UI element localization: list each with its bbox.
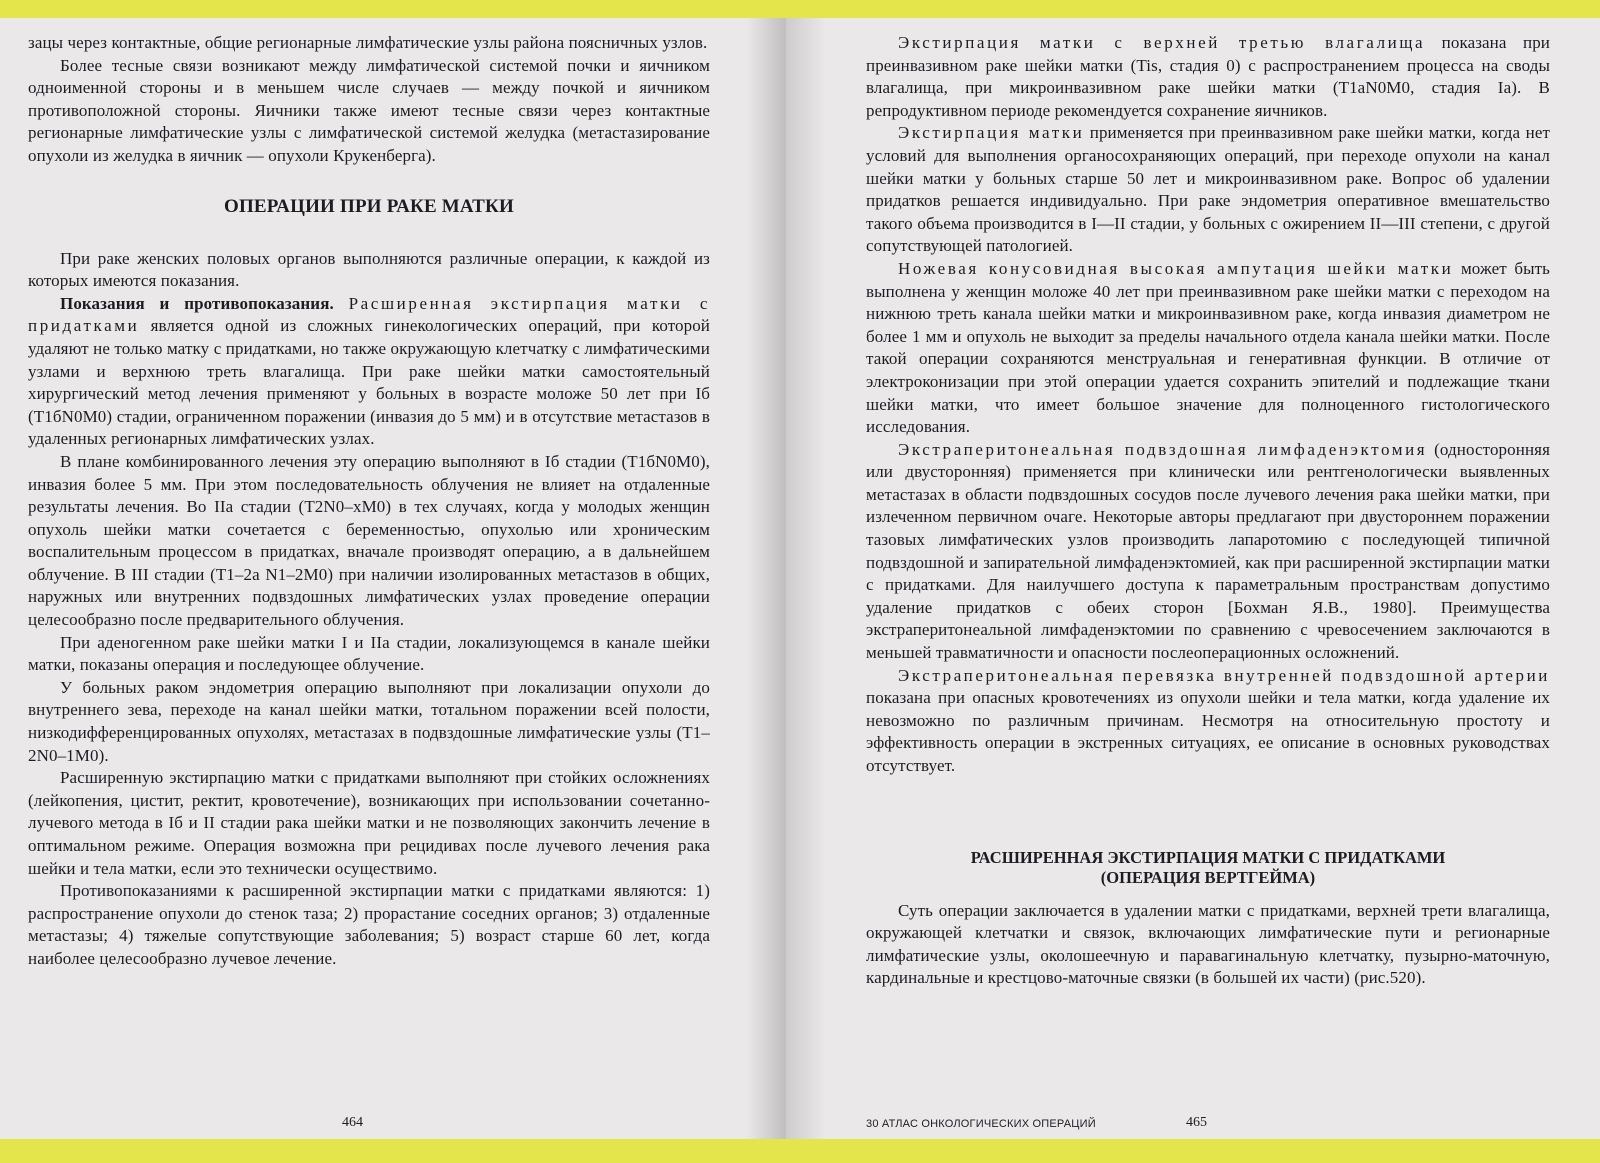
paragraph-rest: применяется при преинвазивном раке шейки матки, когда нет условий для выполнения органосохраняющих операций, при переходе опухоли на канал шейки матки у больных старше 50 лет и микроинвазивном раке. Вопрос об удалении придатков решается индивидуально. При раке эндометрия оперативное вмешательство такого объема производится в I—II стадии, у больных с ожирением II—III степени, с другой сопутствующей патологией. — [866, 123, 1550, 256]
spaced-term: Расширенная экстирпация матки с придатками — [28, 293, 710, 336]
spaced-term: Экстраперитонеальная подвздошная лимфаденэктомия — [898, 439, 1428, 459]
paragraph: Расширенную экстирпацию матки с придатками выполняют при стойких осложнениях (лейкопения, цистит, ректит, кровотечение), возникающих при использовании сочетанно-лучевого метода в Iб и II стадии рака шейки матки и не позволяющих закончить лечение в оптимальном режиме. Операция возможна при рецидивах после лучевого лечения рака шейки и тела матки, если это технически осуществимо. — [28, 768, 710, 878]
right-page — [786, 18, 1600, 1139]
spaced-term: Ножевая конусовидная высокая ампутация шейки матки — [898, 258, 1454, 278]
paragraph: В плане комбинированного лечения эту операцию выполняют в Iб стадии (T1бN0M0), инвазия более 5 мм. При этом последовательность облучения не влияет на отдаленные результаты лечения. Во IIа стадии (T2N0–xM0) в тех случаях, когда у молодых женщин опухоль шейки матки сочетается с беременностью, опухолью или хроническим воспалительным процессом в придатках, вначале производят операцию, а в дальнейшем облучение. В III стадии (T1–2a N1–2M0) при наличии изолированных метастазов в общих, наружных или внутренних подвздошных лимфатических узлах проведение операции целесообразно после предварительного облучения. — [28, 451, 710, 630]
paragraph-rest: является одной из сложных гинекологических операций, при которой удаляют не только матку с придатками, но также окружающую клетчатку с лимфатическими узлами и верхнюю треть влагалища. При раке шейки матки самостоятельный хирургический метод лечения применяют у больных в возрасте моложе 50 лет при Iб (T1бN0M0) стадии, ограниченном поражении (инвазия до 5 мм) и в отсутствие метастазов в удаленных регионарных лимфатических узлах. — [28, 316, 710, 449]
paragraph: Противопоказаниями к расширенной экстирпации матки с придатками являются: 1) распространение опухоли до стенок таза; 2) прорастание соседних органов; 3) отдаленные метастазы; 4) тяжелые сопутствующие заболевания; 5) возраст старше 60 лет, когда наиболее целесообразно лучевое лечение. — [28, 881, 710, 968]
paragraph: При раке женских половых органов выполняются различные операции, к каждой из которых имеются показания. — [28, 248, 710, 291]
left-page — [0, 18, 786, 1139]
paragraph: зацы через контактные, общие регионарные лимфатические узлы района поясничных узлов. — [28, 33, 708, 52]
section-heading: ОПЕРАЦИИ ПРИ РАКЕ МАТКИ — [223, 195, 515, 217]
running-footer: 30 АТЛАС ОНКОЛОГИЧЕСКИХ ОПЕРАЦИЙ — [866, 1118, 1096, 1130]
paragraph — [866, 32, 1550, 122]
section-heading-line2: (ОПЕРАЦИЯ ВЕРТГЕЙМА) — [1100, 867, 1316, 887]
paragraph — [866, 439, 1550, 665]
page-number: 464 — [342, 1115, 363, 1130]
right-page-text — [866, 32, 1550, 990]
paragraph: При аденогенном раке шейки матки I и IIа стадии, локализующемся в канале шейки матки, показаны операция и последующее облучение. — [28, 632, 710, 675]
paragraph-rest: (односторонняя или двусторонняя) применяется при клинически или рентгенологически выявленных метастазах в области подвздошных сосудов после лучевого лечения рака шейки матки, при излеченном первичном очаге. Некоторые авторы предлагают при двустороннем поражении тазовых лимфатических узлов производить лапаротомию с последующей типичной подвздошной и запирательной лимфаденэктомией, как при расширенной экстирпации матки с придатками. Для наилучшего доступа к параметральным пространствам допустимо удаление придатков с обеих сторон [Бохман Я.В., 1980]. Преимущества экстраперитонеальной лимфаденэктомии по сравнению с чревосечением заключаются в меньшей травматичности и опасности послеоперационных осложнений. — [866, 439, 1550, 663]
indications-title: Показания и противопоказания. — [60, 293, 334, 313]
paragraph — [866, 122, 1550, 258]
paragraph — [866, 258, 1550, 439]
paragraph-rest: показана при опасных кровотечениях из опухоли шейки и тела матки, когда удаление их невозможно по различным причинам. Несмотря на относительную простоту и эффективность операции в экстренных ситуациях, ее описание в основных руководствах отсутствует. — [866, 688, 1550, 775]
spaced-term: Экстраперитонеальная перевязка внутренней подвздошной артерии — [898, 665, 1550, 685]
spaced-term: Экстирпация матки с верхней третью влагалища — [898, 33, 1426, 52]
section-heading-line1: РАСШИРЕННАЯ ЭКСТИРПАЦИЯ МАТКИ С ПРИДАТКАМИ — [970, 847, 1446, 867]
gutter-shadow — [786, 18, 826, 1139]
paragraph — [866, 665, 1550, 778]
paragraph: Более тесные связи возникают между лимфатической системой почки и яичником одноименной стороны и в меньшем числе случаев — между почкой и яичником противоположной стороны. Яичники также имеют тесные связи через контактные регионарные лимфатические узлы с лимфатической системой желудка (метастазирование опухоли из желудка в яичник — опухоли Крукенберга). — [28, 55, 710, 165]
gutter-shadow — [746, 18, 786, 1139]
paragraph-indications — [28, 293, 710, 451]
spaced-term: Экстирпация матки — [898, 123, 1085, 143]
section-heading — [866, 848, 1550, 888]
page-number: 465 — [1186, 1115, 1207, 1130]
paragraph: У больных раком эндометрия операцию выполняют при локализации опухоли до внутреннего зева, переходе на канал шейки матки, тотальном поражении всей полости, низкодифференцированных опухолях, метастазах в подвздошные лимфатические узлы (T1–2N0–1M0). — [28, 677, 710, 765]
paragraph-rest: может быть выполнена у женщин моложе 40 лет при преинвазивном раке шейки матки с переходом на нижнюю треть канала шейки матки и микроинвазивном раке, когда инвазия диаметром не более 1 мм и опухоль не выходит за пределы начального отдела канала шейки матки. После такой операции сохраняются менструальная и генеративная функции. В отличие от электроконизации при этой операции удается сохранить эпителий и подлежащие ткани шейки матки, что имеет большое значение для полноценного гистологического исследования. — [866, 258, 1551, 437]
paragraph: Суть операции заключается в удалении матки с придатками, верхней трети влагалища, окружающей клетчатки и связок, включающих лимфатические пути и регионарные лимфатические узлы, околошеечную и паравагинальную клетчатку, пузырно-маточную, кардинальные и крестцово-маточные связки (в большей их части) (рис.520). — [866, 900, 1550, 988]
left-page-text — [28, 32, 710, 971]
paragraph-rest: показана при преинвазивном раке шейки матки (Tis, стадия 0) с распространением процесса на своды влагалища, при микроинвазивном раке шейки матки (T1aN0M0, стадия Iа). В репродуктивном периоде рекомендуется сохранение яичников. — [866, 33, 1550, 120]
